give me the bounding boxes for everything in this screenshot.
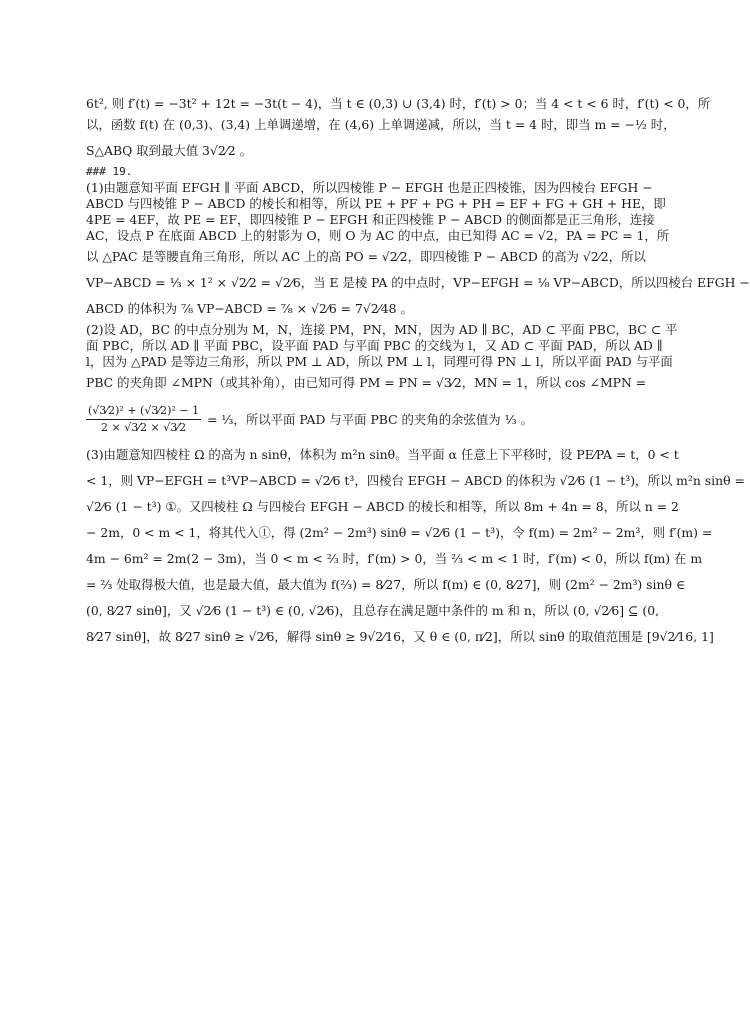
text-line: S△ABQ 取到最大值 3√2⁄2 。 [86,143,253,158]
text-line: l，因为 △PAD 是等边三角形，所以 PM ⊥ AD，所以 PM ⊥ l，同理可得 PN ⊥ l，所以平面 PAD 与平面 [86,354,673,369]
document-page [86,96,750,650]
solution-text-part1 [86,96,750,396]
text-line: (0, 8⁄27 sinθ]，又 √2⁄6 (1 − t³) ∈ (0, √2⁄6)，且总存在满足题中条件的 m 和 n，所以 (0, √2⁄6] ⊆ (0, [86,603,660,618]
text-line: < 1，则 VP−EFGH = t³VP−ABCD = √2⁄6 t³，四棱台 EFGH − ABCD 的体积为 √2⁄6 (1 − t³)，所以 m²n sinθ = [86,473,745,488]
text-line: 4PE = 4EF，故 PE = EF，即四棱锥 P − EFGH 和正四棱锥 P − ABCD 的侧面都是正三角形，连接 [86,212,655,227]
text-line: 8⁄27 sinθ]，故 8⁄27 sinθ ≥ √2⁄6，解得 sinθ ≥ 9√2⁄16，又 θ ∈ (0, π⁄2]，所以 sinθ 的取值范围是 [9√2⁄16, 1] [86,629,714,644]
cos-denominator: 2 × √3⁄2 × √3⁄2 [100,420,187,434]
text-line: (1)由题意知平面 EFGH ∥ 平面 ABCD，所以四棱锥 P − EFGH 也是正四棱锥，因为四棱台 EFGH − [86,180,653,195]
cos-fraction [86,403,201,436]
text-line: 4m − 6m² = 2m(2 − 3m)，当 0 < m < ⅔ 时，f′(m) > 0，当 ⅔ < m < 1 时，f′(m) < 0，所以 f(m) 在 m [86,551,703,566]
cos-numerator: (√3⁄2)² + (√3⁄2)² − 1 [86,403,201,420]
text-line: = ⅔ 处取得极大值，也是最大值，最大值为 f(⅔) = 8⁄27，所以 f(m) ∈ (0, 8⁄27]，则 (2m² − 2m³) sinθ ∈ [86,577,686,592]
text-line: 以，函数 f(t) 在 (0,3)、(3,4) 上单调递增，在 (4,6) 上单调递减，所以，当 t = 4 时，即当 m = −½ 时， [86,117,676,132]
text-line: (3)由题意知四棱柱 Ω 的高为 n sinθ，体积为 m²n sinθ。当平面 α 任意上下平移时，设 PE⁄PA = t，0 < t [86,447,679,462]
text-line: (2)设 AD，BC 的中点分别为 M，N，连接 PM，PN，MN，因为 AD ∥ BC，AD ⊂ 平面 PBC，BC ⊂ 平 [86,322,678,337]
text-line: − 2m，0 < m < 1，将其代入①，得 (2m² − 2m³) sinθ = √2⁄6 (1 − t³)，令 f(m) = 2m² − 2m³，则 f′(m) = [86,525,713,540]
text-line: 以 △PAC 是等腰直角三角形，所以 AC 上的高 PO = √2⁄2，即四棱锥 P − ABCD 的高为 √2⁄2，所以 [86,249,646,264]
text-line: ### 19. [86,165,133,178]
text-line: PBC 的夹角即 ∠MPN（或其补角），由已知可得 PM = PN = √3⁄2，MN = 1，所以 cos ∠MPN = [86,375,647,390]
cos-tail: = ⅓，所以平面 PAD 与平面 PBC 的夹角的余弦值为 ⅓ 。 [207,412,533,427]
text-line: 6t², 则 f′(t) = −3t² + 12t = −3t(t − 4)，当 t ∈ (0,3) ∪ (3,4) 时，f′(t) > 0；当 4 < t < 6 时，f′(t) < 0，所 [86,96,711,111]
text-line: ABCD 与四棱锥 P − ABCD 的棱长和相等，所以 PE + PF + PG + PH = EF + FG + GH + HE，即 [86,196,666,211]
text-line: AC，设点 P 在底面 ABCD 上的射影为 O，则 O 为 AC 的中点，由已知得 AC = √2，PA = PC = 1，所 [86,228,670,243]
text-line: VP−ABCD = ⅓ × 1² × √2⁄2 = √2⁄6，当 E 是棱 PA 的中点时，VP−EFGH = ⅛ VP−ABCD，所以四棱台 EFGH − [86,275,750,290]
solution-text-part3 [86,442,745,650]
text-line: ABCD 的体积为 ⅞ VP−ABCD = ⅞ × √2⁄6 = 7√2⁄48 。 [86,301,413,316]
cos-formula [86,396,638,442]
text-line: √2⁄6 (1 − t³) ①。又四棱柱 Ω 与四棱台 EFGH − ABCD 的棱长和相等，所以 8m + 4n = 8，所以 n = 2 [86,499,679,514]
text-line: 面 PBC，所以 AD ∥ 平面 PBC，设平面 PAD 与平面 PBC 的交线为 l，又 AD ⊂ 平面 PAD，所以 AD ∥ [86,338,663,353]
